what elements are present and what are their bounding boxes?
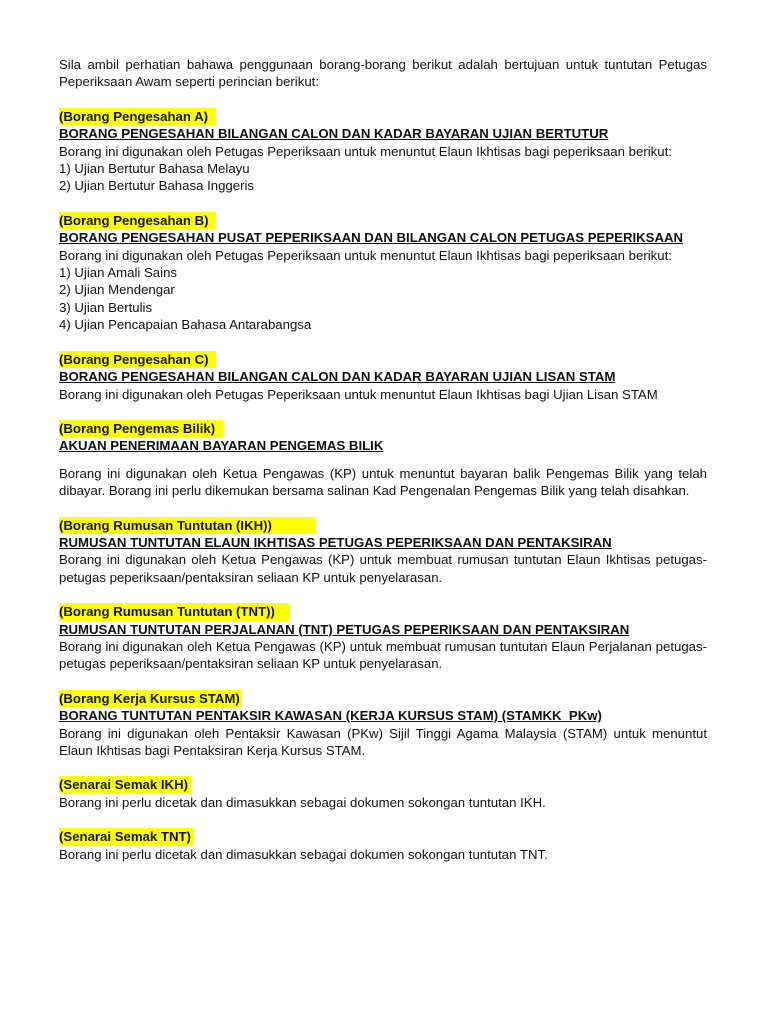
list-item: 1) Ujian Amali Sains [59,265,178,281]
section-heading: RUMUSAN TUNTUTAN ELAUN IKHTISAS PETUGAS PEPERIKSAAN DAN PENTAKSIRAN [59,534,612,550]
section-tag: (Borang Kerja Kursus STAM) [59,690,240,706]
section-senarai-semak-ikh [59,776,707,811]
section-tag: (Borang Pengemas Bilik) [59,420,223,437]
section-body: Borang ini digunakan oleh Pentaksir Kawasan (PKw) Sijil Tinggi Agama Malaysia (STAM) untuk menuntut Elaun Ikhtisas bagi Pentaksiran Kerja Kursus STAM. [59,725,707,758]
section-senarai-semak-tnt [59,828,707,863]
section-body: Borang ini digunakan oleh Petugas Peperiksaan untuk menuntut Elaun Ikhtisas bagi peperiksaan berikut: [59,143,672,159]
section-tag: (Borang Pengesahan A) [59,108,216,125]
list-item: 1) Ujian Bertutur Bahasa Melayu [59,161,250,177]
section-borang-pengesahan-c [59,351,707,403]
section-tag: (Borang Rumusan Tuntutan (TNT)) [59,603,289,620]
section-borang-pengesahan-a [59,108,707,195]
section-heading: BORANG PENGESAHAN BILANGAN CALON DAN KADAR BAYARAN UJIAN BERTUTUR [59,126,609,142]
section-heading: BORANG TUNTUTAN PENTAKSIR KAWASAN (KERJA KURSUS STAM) (STAMKK_PKw) [59,708,602,724]
section-body: Borang ini perlu dicetak dan dimasukkan sebagai dokumen sokongan tuntutan IKH. [59,794,546,810]
section-body: Borang ini digunakan oleh Petugas Peperiksaan untuk menuntut Elaun Ikhtisas bagi peperiksaan berikut: [59,247,672,263]
list-item: 2) Ujian Mendengar [59,282,175,298]
section-borang-pengesahan-b [59,212,707,334]
section-tag: (Senarai Semak IKH) [59,776,191,793]
list-item: 4) Ujian Pencapaian Bahasa Antarabangsa [59,317,312,333]
section-borang-rumusan-tnt [59,603,707,673]
section-borang-pengemas-bilik [59,420,707,500]
section-body: Borang ini digunakan oleh Petugas Peperiksaan untuk menuntut Elaun Ikhtisas bagi Ujian Lisan STAM [59,386,658,402]
section-body: Borang ini perlu dicetak dan dimasukkan sebagai dokumen sokongan tuntutan TNT. [59,846,548,862]
section-tag: (Borang Pengesahan B) [59,212,216,229]
section-borang-rumusan-ikh [59,517,707,587]
section-body: Borang ini digunakan oleh Ketua Pengawas (KP) untuk membuat rumusan tuntutan Elaun Perjalanan petugas-petugas peperiksaan/pentaksiran seliaan KP untuk penyelarasan. [59,638,707,672]
section-body: Borang ini digunakan oleh Ketua Pengawas (KP) untuk menuntut bayaran balik Pengemas Bilik yang telah dibayar. Borang ini perlu dikemukan bersama salinan Kad Pengenalan Pengemas Bilik yang telah disahkan. [59,465,707,499]
intro-paragraph: Sila ambil perhatian bahawa penggunaan borang-borang berikut adalah bertujuan untuk tuntutan Petugas Peperiksaan Awam seperti perincian berikut: [59,57,707,90]
section-heading: BORANG PENGESAHAN PUSAT PEPERIKSAAN DAN BILANGAN CALON PETUGAS PEPERIKSAAN [59,230,684,246]
section-heading: RUMUSAN TUNTUTAN PERJALANAN (TNT) PETUGAS PEPERIKSAAN DAN PENTAKSIRAN [59,621,630,637]
exam-list [59,264,707,334]
exam-list [59,160,707,195]
section-tag: (Senarai Semak TNT) [59,828,194,845]
list-item: 3) Ujian Bertulis [59,299,153,315]
section-heading: AKUAN PENERIMAAN BAYARAN PENGEMAS BILIK [59,438,384,454]
section-heading: BORANG PENGESAHAN BILANGAN CALON DAN KADAR BAYARAN UJIAN LISAN STAM [59,369,616,385]
section-body: Borang ini digunakan oleh Ketua Pengawas (KP) untuk membuat rumusan tuntutan Elaun Ikhtisas petugas-petugas peperiksaan/pentaksiran seliaan KP untuk penyelarasan. [59,552,707,585]
section-tag: (Borang Pengesahan C) [59,351,216,368]
section-tag: (Borang Rumusan Tuntutan (IKH)) [59,517,316,534]
section-borang-kerja-kursus-stam [59,690,707,760]
list-item: 2) Ujian Bertutur Bahasa Inggeris [59,178,254,194]
